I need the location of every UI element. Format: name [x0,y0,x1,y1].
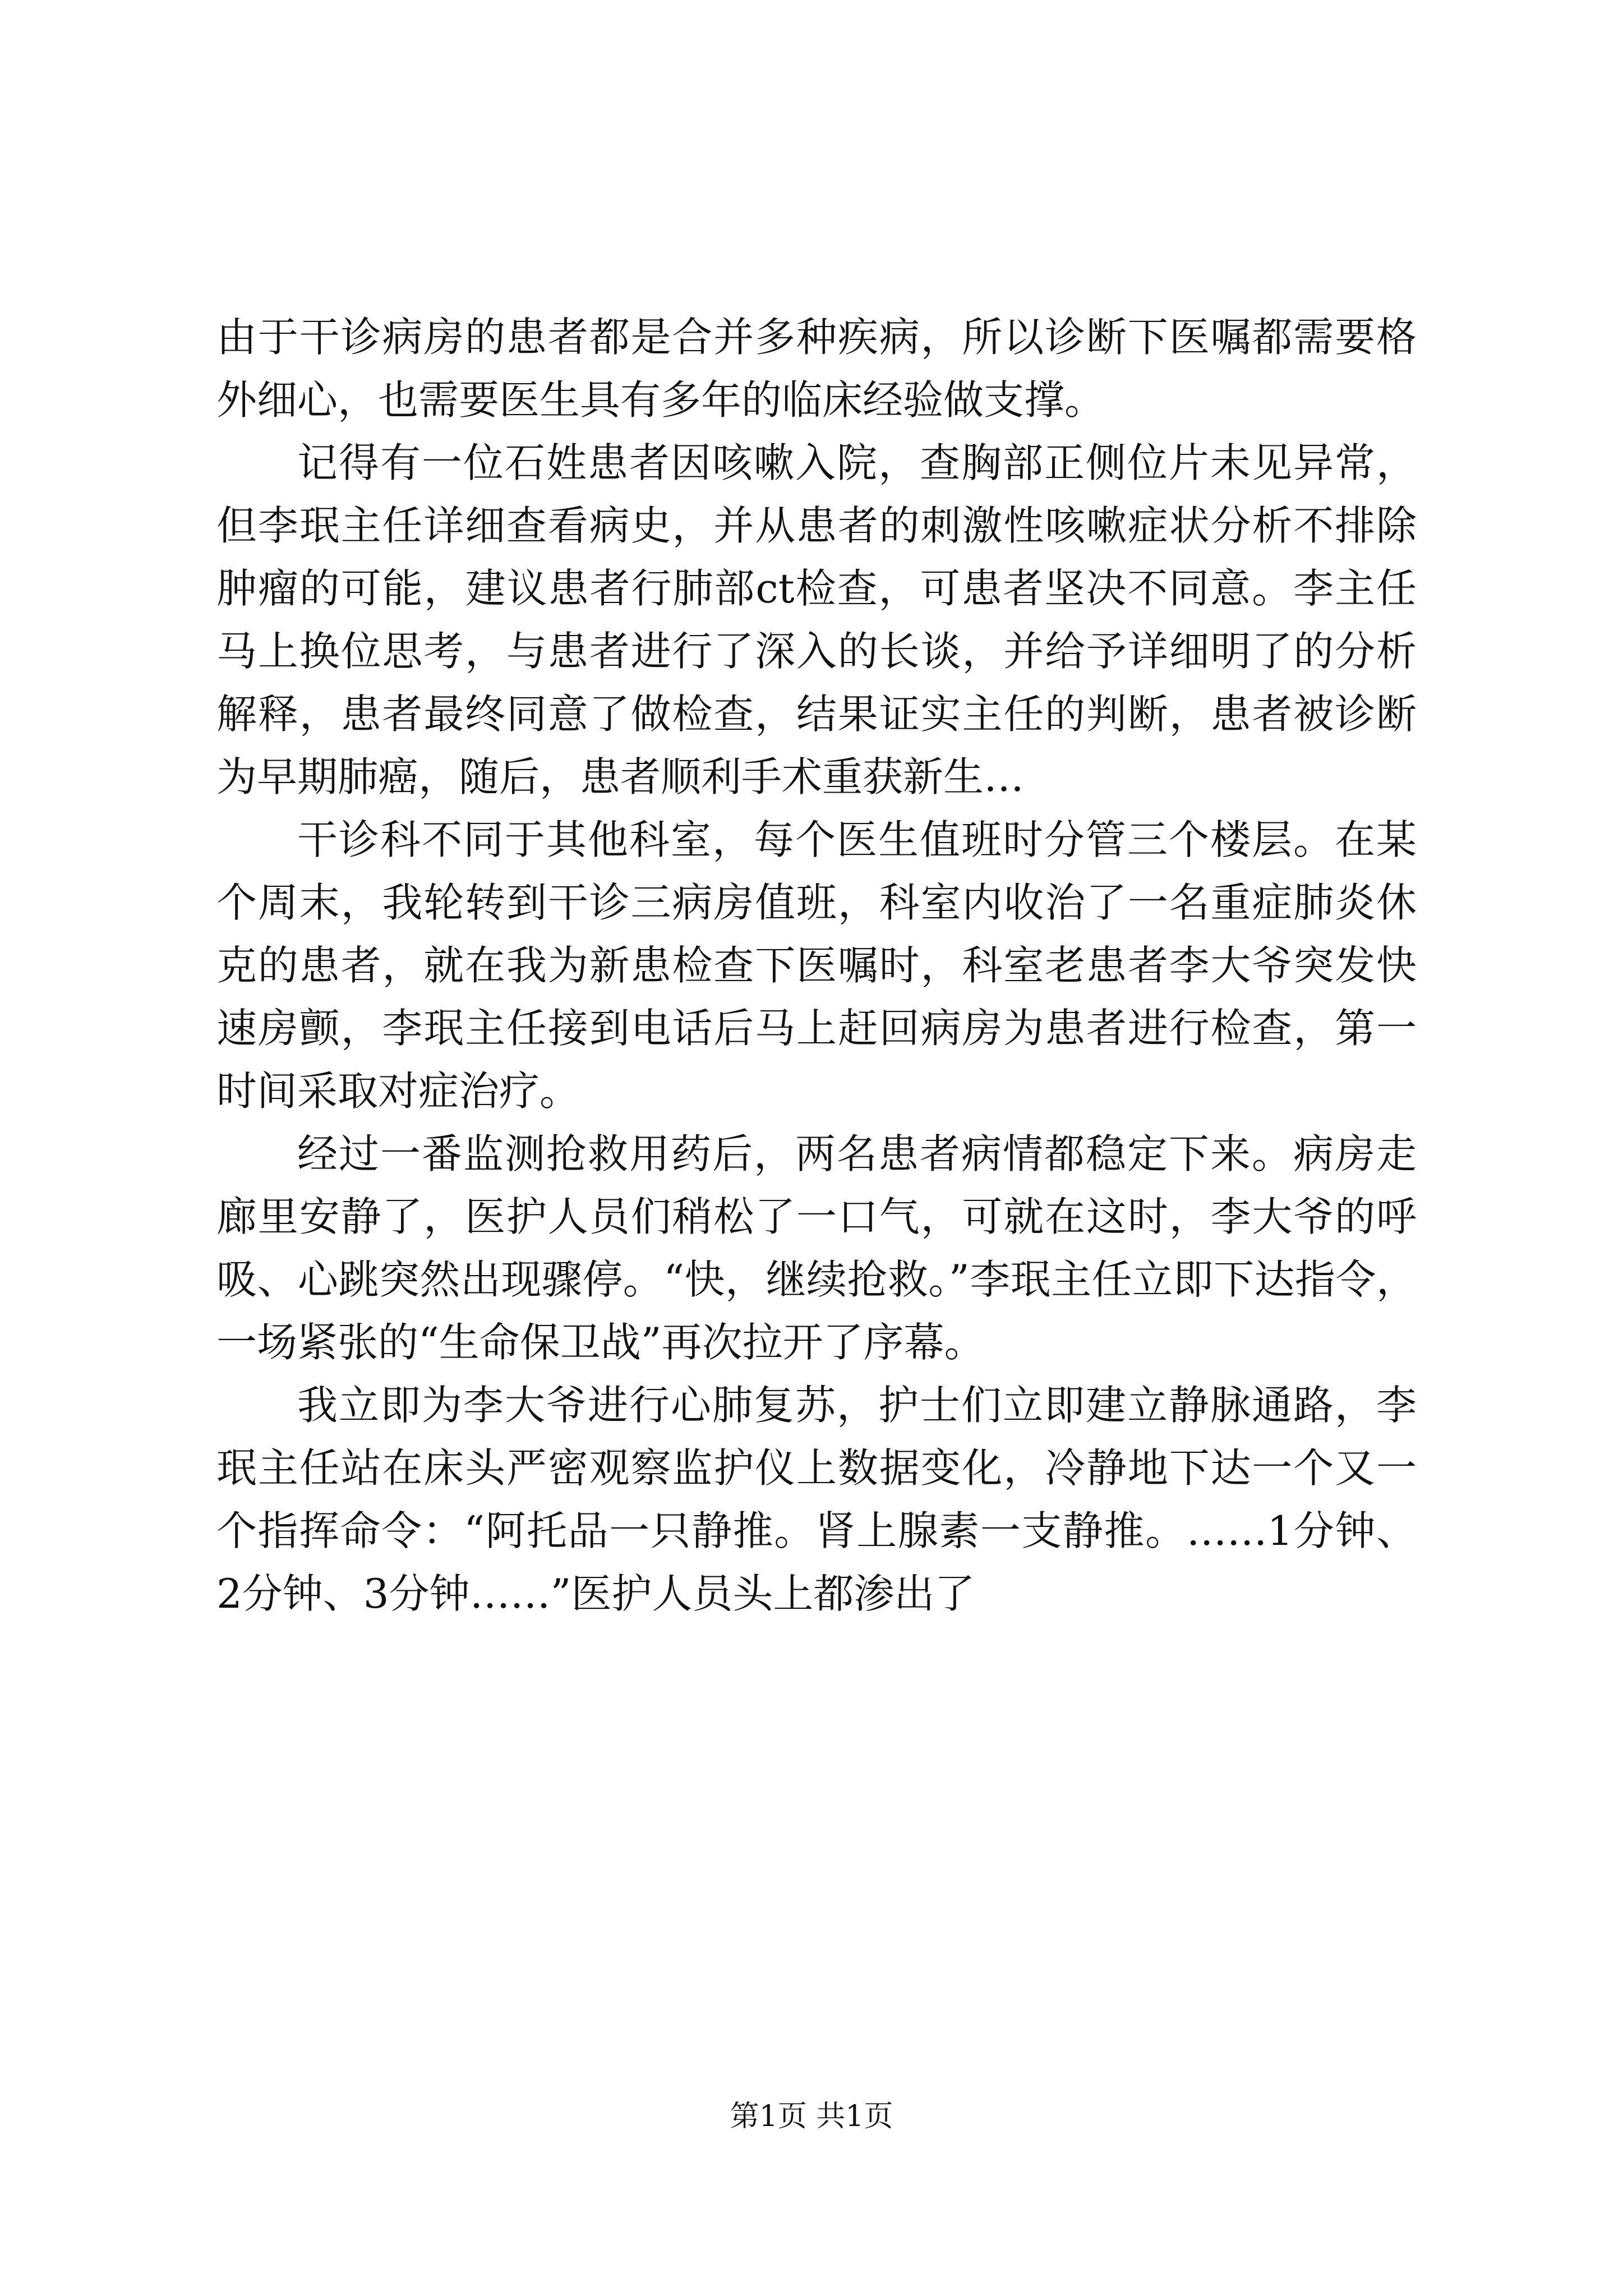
paragraph-3: 干诊科不同于其他科室，每个医生值班时分管三个楼层。在某个周末，我轮转到干诊三病房值班，科室内收治了一名重症肺炎休克的患者，就在我为新患检查下医嘱时，科室老患者李大爷突发快速房颤，李珉主任接到电话后马上赶回病房为患者进行检查，第一时间采取对症治疗。 [216,816,1417,1115]
paragraph-2: 记得有一位石姓患者因咳嗽入院，查胸部正侧位片未见异常，但李珉主任详细查看病史，并从患者的刺激性咳嗽症状分析不排除肿瘤的可能，建议患者行肺部ct检查，可患者坚决不同意。李主任马上换位思考，与患者进行了深入的长谈，并给予详细明了的分析解释，患者最终同意了做检查，结果证实主任的判断，患者被诊断为早期肺癌，随后，患者顺利手术重获新生… [216,439,1417,800]
document-body [216,306,1417,1625]
paragraph-4: 经过一番监测抢救用药后，两名患者病情都稳定下来。病房走廊里安静了，医护人员们稍松了一口气，可就在这时，李大爷的呼吸、心跳突然出现骤停。“快，继续抢救。”李珉主任立即下达指令，一场紧张的“生命保卫战”再次拉开了序幕。 [216,1130,1417,1366]
paragraph-5: 我立即为李大爷进行心肺复苏，护士们立即建立静脉通路，李珉主任站在床头严密观察监护仪上数据变化，冷静地下达一个又一个指挥命令：“阿托品一只静推。肾上腺素一支静推。……1分钟、2分钟、3分钟……”医护人员头上都渗出了 [216,1382,1417,1617]
page-footer: 第1页 共1页 [730,2100,893,2133]
paragraph-1: 由于干诊病房的患者都是合并多种疾病，所以诊断下医嘱都需要格外细心，也需要医生具有多年的临床经验做支撑。 [216,314,1417,424]
